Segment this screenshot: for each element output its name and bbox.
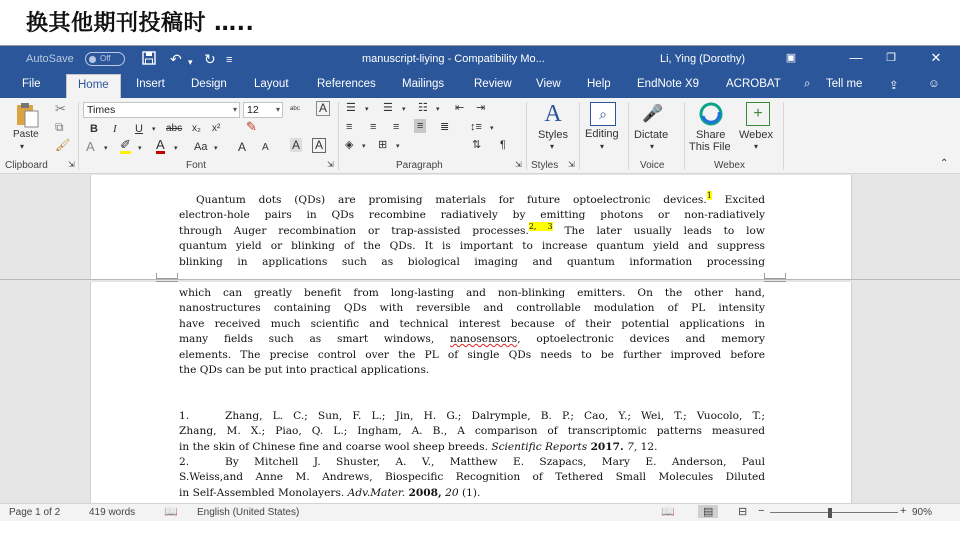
paste-dropdown-icon[interactable]: ▾	[20, 142, 25, 151]
ref-volume: 20	[445, 486, 459, 499]
separator	[526, 102, 527, 170]
ribbon-display-icon[interactable]: ▣	[785, 52, 797, 64]
text-line	[179, 455, 765, 470]
numbering-icon[interactable]: ☰	[383, 102, 393, 114]
text-line	[179, 193, 765, 208]
separator	[78, 102, 79, 170]
text-run: in Self-Assembled Monolayers.	[179, 486, 345, 499]
ribbon-tabs	[0, 72, 960, 98]
collapse-ribbon-icon[interactable]: ⌃	[940, 158, 949, 169]
webex-group-label: Webex	[714, 160, 745, 171]
separator	[684, 102, 685, 170]
text-run: By Mitchell J. Shuster, A. V., Matthew E. Szapacs, Mary E. Anderson, Paul	[225, 456, 765, 468]
styles-button[interactable]: Styles	[538, 129, 568, 141]
text-line: which can greatly benefit from long-lasting and non-blinking emitters. On the other hand,	[179, 287, 765, 299]
zoom-slider-thumb[interactable]	[828, 508, 832, 518]
multilevel-list-icon[interactable]: ☷	[418, 102, 428, 114]
word-window	[0, 45, 960, 520]
increase-indent-icon[interactable]: ⇥	[476, 102, 486, 114]
journal-name: Adv.Mater.	[347, 486, 406, 499]
clipboard-group-label: Clipboard	[5, 160, 48, 171]
share-file-button-line2[interactable]: This File	[689, 141, 731, 153]
text-line	[179, 332, 765, 347]
search-icon[interactable]: ⌕	[804, 78, 811, 90]
page-2[interactable]	[90, 282, 852, 503]
ref-number: 2.	[179, 456, 190, 468]
user-name[interactable]: Li, Ying (Dorothy)	[660, 53, 745, 65]
distributed-icon[interactable]: ≣	[440, 121, 450, 133]
chevron-down-icon[interactable]: ▾	[754, 142, 759, 151]
separator	[579, 102, 580, 170]
text-run: , optoelectronic devices and memory	[517, 333, 765, 346]
chevron-down-icon[interactable]: ▾	[138, 145, 142, 152]
text-line: elements. The precise control over the PL of single QDs needs to be further improved before	[179, 348, 765, 361]
text-line: the QDs can be put into practical applications.	[179, 364, 430, 377]
italic-button[interactable]: I	[113, 123, 117, 135]
chevron-down-icon[interactable]: ▾	[402, 106, 406, 113]
decrease-indent-icon[interactable]: ⇤	[455, 102, 465, 114]
tab-review[interactable]: Review	[474, 78, 512, 90]
tab-mailings[interactable]: Mailings	[402, 78, 445, 90]
clear-format-icon[interactable]: A	[316, 101, 330, 116]
chevron-down-icon[interactable]: ▾	[362, 143, 366, 150]
tab-home[interactable]: Home	[66, 74, 121, 98]
text-line	[179, 224, 765, 239]
styles-launcher-icon[interactable]: ⇲	[568, 160, 575, 169]
page-count[interactable]: Page 1 of 2	[9, 507, 61, 518]
ref-year: 2008,	[408, 486, 442, 499]
tab-file[interactable]: File	[22, 78, 41, 90]
title-bar	[0, 46, 960, 72]
shading-icon[interactable]: ◈	[345, 139, 354, 151]
restore-icon[interactable]: ❐	[886, 52, 896, 64]
autosave-toggle[interactable]	[85, 52, 125, 66]
clipboard-launcher-icon[interactable]: ⇲	[68, 160, 75, 169]
text-line: Zhang, M. X.; Piao, Q. L.; Ingham, A. B., A comparison of transcriptomic patterns measured	[179, 425, 765, 438]
reference-1	[179, 409, 765, 455]
chevron-down-icon: ▾	[232, 105, 237, 114]
chevron-down-icon[interactable]: ▾	[152, 126, 156, 133]
grow-font-button[interactable]: A	[238, 140, 247, 154]
text-run: through Auger recombination or trap-assisted processes.	[179, 224, 529, 237]
font-group-label: Font	[186, 160, 207, 171]
page-break-line	[0, 279, 960, 280]
tab-help[interactable]: Help	[587, 78, 611, 90]
ref-pages: 12.	[640, 440, 658, 453]
ref-issue: (1).	[461, 486, 481, 499]
chevron-down-icon[interactable]: ▾	[600, 142, 605, 151]
separator	[783, 102, 784, 170]
underline-button[interactable]: U	[135, 123, 143, 135]
share-icon[interactable]: ⇪	[889, 80, 899, 92]
chevron-down-icon[interactable]: ▾	[396, 143, 400, 150]
text-line: electron-hole pairs in QDs recombine radiatively by emitting photons or non-radiatively	[179, 209, 765, 222]
crop-mark	[764, 273, 786, 279]
print-layout-icon[interactable]: ▤	[698, 505, 718, 518]
chevron-down-icon: ▾	[275, 105, 280, 114]
chevron-down-icon[interactable]: ▾	[214, 145, 218, 152]
tab-layout[interactable]: Layout	[254, 78, 289, 90]
borders-icon[interactable]: ⊞	[378, 139, 388, 151]
journal-name: Scientific Reports	[491, 440, 588, 453]
sort-icon[interactable]: ⇅	[472, 139, 482, 151]
text-effects-icon[interactable]: ✎	[246, 119, 257, 134]
zoom-slider[interactable]	[770, 512, 898, 513]
chevron-down-icon[interactable]: ▾	[490, 125, 494, 132]
share-file-button-line1[interactable]: Share	[696, 129, 726, 141]
font-name-value: Times	[87, 104, 116, 116]
redo-icon[interactable]: ↻	[204, 51, 216, 67]
tab-endnote[interactable]: EndNote X9	[637, 78, 700, 90]
undo-dropdown-icon[interactable]: ▾	[188, 57, 193, 67]
bold-button[interactable]: B	[90, 123, 98, 135]
text-line	[179, 440, 765, 455]
minimize-icon[interactable]: —	[849, 50, 863, 65]
editing-button[interactable]: Editing	[585, 128, 619, 140]
tab-references[interactable]: References	[317, 78, 376, 90]
page-1[interactable]	[90, 175, 852, 280]
document-area	[0, 175, 960, 503]
tab-design[interactable]: Design	[191, 78, 227, 90]
language[interactable]: English (United States)	[197, 507, 300, 518]
align-right-icon[interactable]: ≡	[393, 121, 400, 133]
align-center-icon[interactable]: ≡	[370, 121, 377, 133]
text-line: nanostructures containing QDs with reversible and controllable modulation of PL intensity	[179, 302, 765, 315]
shrink-font-button[interactable]: A	[262, 142, 269, 153]
voice-group-label: Voice	[640, 160, 665, 171]
paragraph-2	[179, 286, 765, 378]
highlight-icon[interactable]: ✐	[120, 137, 131, 152]
webex-share-icon[interactable]	[698, 101, 724, 127]
text-line: quantum yield or blinking of the QDs. It is important to increase quantum yield and suppress	[179, 240, 765, 253]
ribbon-home	[0, 98, 960, 174]
paragraph-1	[179, 193, 765, 270]
ref-number: 1.	[179, 410, 190, 422]
tell-me-input[interactable]: Tell me	[826, 78, 863, 90]
superscript-button[interactable]: x²	[212, 123, 221, 134]
text-run: Quantum dots (QDs) are promising materials for future optoelectronic devices.	[196, 194, 707, 206]
text-line: S.Weiss,and Anne M. Andrews, Biospecific Recognition of Tethered Small Molecules Diluted	[179, 471, 765, 484]
status-bar	[0, 503, 960, 521]
font-name-select[interactable]	[83, 102, 240, 118]
text-run: many fields such as smart windows,	[179, 333, 435, 346]
character-shading-icon[interactable]: A	[292, 138, 301, 152]
word-count[interactable]: 419 words	[89, 507, 136, 518]
reference-2	[179, 455, 765, 501]
microphone-icon[interactable]: 🎤	[642, 104, 664, 123]
bullets-icon[interactable]: ☰	[346, 102, 356, 114]
close-icon[interactable]: ✕	[930, 50, 942, 65]
chevron-down-icon[interactable]: ▾	[650, 142, 655, 151]
justify-icon[interactable]: ≡	[414, 119, 426, 133]
zoom-out-icon[interactable]: −	[758, 505, 765, 517]
character-border-icon[interactable]: A	[312, 138, 326, 153]
paragraph-group-label: Paragraph	[396, 160, 443, 171]
tab-view[interactable]: View	[536, 78, 561, 90]
find-icon[interactable]: ⌕	[590, 102, 616, 126]
text-line: blinking in applications such as biological imaging and quantum information processing	[179, 255, 765, 268]
ref-volume: 7,	[627, 440, 638, 453]
text-line: have received much scientific and technical interest because of their potential applications in	[179, 317, 765, 330]
webex-button[interactable]: Webex	[739, 129, 774, 141]
zoom-in-icon[interactable]: +	[900, 505, 907, 517]
text-run: in the skin of Chinese fine and coarse wool sheep breeds.	[179, 440, 488, 453]
text-line	[179, 409, 765, 424]
undo-icon[interactable]: ↶	[170, 51, 182, 67]
change-case-button[interactable]: Aa	[194, 141, 208, 153]
subscript-button[interactable]: x₂	[192, 123, 201, 134]
dictate-button[interactable]: Dictate	[634, 129, 669, 141]
autosave-label: AutoSave	[26, 53, 74, 65]
font-launcher-icon[interactable]: ⇲	[327, 160, 334, 169]
customize-qat-icon[interactable]: ≡	[226, 54, 233, 66]
zoom-level[interactable]: 90%	[912, 507, 933, 518]
document-title: manuscript-liying - Compatibility Mo...	[362, 53, 545, 65]
tab-insert[interactable]: Insert	[136, 78, 165, 90]
format-painter-icon[interactable]: 🖌	[55, 138, 71, 152]
paste-icon[interactable]	[12, 102, 42, 128]
crop-mark	[156, 273, 178, 279]
chevron-down-icon[interactable]: ▾	[174, 145, 178, 152]
strikethrough-button[interactable]: abc	[166, 123, 183, 134]
show-marks-icon[interactable]: ¶	[500, 139, 506, 151]
text-line	[179, 486, 765, 501]
spelling-error[interactable]: nanosensors	[450, 333, 518, 346]
chevron-down-icon[interactable]: ▾	[365, 106, 369, 113]
font-size-value: 12	[247, 104, 259, 116]
copy-icon[interactable]: ⧉	[55, 120, 64, 134]
chevron-down-icon[interactable]: ▾	[104, 145, 108, 152]
styles-icon[interactable]: A	[544, 100, 562, 127]
autosave-state: Off	[100, 54, 111, 63]
text-run: Excited	[724, 194, 765, 206]
text-effects-a-icon[interactable]: A	[86, 139, 95, 154]
separator	[338, 102, 339, 170]
separator	[628, 102, 629, 170]
slide-heading: 换其他期刊投稿时 …..	[26, 11, 255, 36]
paste-label[interactable]: Paste	[13, 129, 39, 140]
chevron-down-icon[interactable]: ▾	[550, 142, 555, 151]
font-size-select[interactable]	[243, 102, 283, 118]
citation-highlight: 1	[706, 191, 712, 201]
comments-icon[interactable]: ☺	[928, 78, 940, 90]
cut-icon[interactable]: ✂	[55, 101, 66, 116]
styles-group-label: Styles	[531, 160, 559, 171]
paragraph-launcher-icon[interactable]: ⇲	[515, 160, 522, 169]
text-run: Zhang, L. C.; Sun, F. L.; Jin, H. G.; Dalrymple, B. P.; Cao, Y.; Wei, T.; Vuocolo, T.;	[225, 410, 765, 422]
ref-year: 2017.	[590, 440, 624, 453]
align-left-icon[interactable]: ≡	[346, 121, 353, 133]
webex-add-icon[interactable]: +	[746, 102, 770, 126]
tab-acrobat[interactable]: ACROBAT	[726, 78, 781, 90]
font-color-icon[interactable]: A	[156, 137, 165, 152]
read-mode-icon[interactable]: 📖	[661, 506, 675, 518]
citation-highlight: 2, 3	[528, 222, 553, 232]
proofing-icon[interactable]: 📖	[164, 506, 178, 518]
line-spacing-icon[interactable]: ↕≡	[470, 121, 482, 133]
web-layout-icon[interactable]: ⊟	[738, 506, 748, 518]
text-run: The later usually leads to low	[564, 224, 765, 237]
save-icon[interactable]	[142, 51, 156, 68]
chevron-down-icon[interactable]: ▾	[436, 106, 440, 113]
font-color-abc-icon[interactable]: ᵃᵇᶜ	[290, 104, 300, 114]
